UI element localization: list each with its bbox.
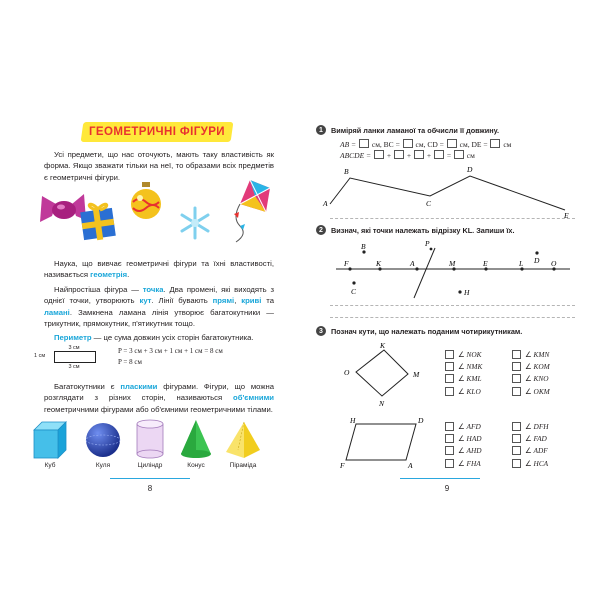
term-straight: прямі [212,296,235,306]
cylinder-icon [134,418,166,460]
page-number-line [400,478,480,479]
angle-option[interactable]: ∠ AFD [445,420,482,432]
sphere-icon [84,421,122,459]
point-label-e: E [564,211,569,220]
checkbox[interactable] [512,350,521,359]
task-2-text: Визнач, які точки належать відрізку KL. Запиши їх. [331,226,515,235]
point-label-h3: H [350,416,356,425]
term-perimeter: Периметр [54,333,92,342]
ornament-ball-icon [126,180,166,222]
answer-box[interactable] [374,150,384,159]
checkbox[interactable] [445,374,454,383]
angle-option[interactable]: ∠ KML [445,373,482,385]
point-label-o3: O [344,368,350,377]
angle-option[interactable]: ∠ KOM [512,360,550,372]
angle-option[interactable]: ∠ FHA [445,457,482,469]
point-label-n3: N [379,399,385,408]
point-label-e-line: E [483,259,488,268]
task-1-text: Виміряй ланки ламаної та обчисли її довжину. [331,126,500,135]
point-label-a: A [323,199,328,208]
point-label-m: M [449,259,456,268]
term-volume: об'ємними [233,393,274,403]
checkbox[interactable] [445,387,454,396]
kite-icon [226,178,278,244]
answer-box[interactable] [414,150,424,159]
checkbox[interactable] [512,387,521,396]
intro-paragraph: Усі предмети, що нас оточують, мають таку властивість як форма. Якщо зважати тільки на неї, то образами всіх предметів є геометричні фігури. [44,150,274,182]
point-label-m3: M [413,370,420,379]
point-label-d3: D [418,416,424,425]
polygons-paragraph: Багатокутники є пласкими фігурами. Фігури, що можна розглядати з різних сторін, називаються об'ємними геометричними фігурами або об'ємними геометричними тілами. [44,382,275,414]
checkbox[interactable] [445,459,454,468]
page-title-text: ГЕОМЕТРИЧНІ ФІГУРИ [89,126,225,138]
checkbox[interactable] [445,422,454,431]
page-title [81,122,234,142]
point-label-c: C [426,199,432,208]
page-number-line [110,478,190,479]
point-label-f3: F [340,461,345,470]
answer-box[interactable] [434,150,444,159]
checkbox[interactable] [512,459,521,468]
rect-label-top: 3 см [68,345,80,351]
point-label-d2: D [534,256,540,265]
point-label-d: D [467,165,473,174]
snowflake-icon [178,206,212,240]
angle-option[interactable]: ∠ NOK [445,348,482,360]
angle-option[interactable]: ∠ KLO [445,385,482,397]
answer-box[interactable] [403,139,413,148]
answer-box[interactable] [359,139,369,148]
point-label-b: B [344,167,349,176]
answer-line[interactable] [330,305,575,306]
task-1-segments-line: AB = см, BC = см, CD = см, DE = см [340,140,512,149]
angle-option[interactable]: ∠ AHD [445,445,482,457]
checkbox[interactable] [445,362,454,371]
angles-column-3 [445,420,482,469]
angle-option[interactable]: ∠ KNO [512,373,550,385]
rhombus-diagram [330,340,430,410]
checkbox[interactable] [512,422,521,431]
checkbox[interactable] [445,350,454,359]
term-flat: пласкими [120,382,158,391]
answer-box[interactable] [490,139,500,148]
label-cube: Куб [44,462,56,469]
answer-box[interactable] [454,150,464,159]
point-label-a3: A [408,461,413,470]
perimeter-result: P = 8 см [118,358,142,366]
page-number-right: 9 [444,484,450,493]
answer-line[interactable] [330,317,575,318]
perimeter-paragraph: Периметр — це сума довжин усіх сторін багатокутника. [54,333,254,342]
task-2-number: 2 [316,225,326,235]
task-1-number: 1 [316,125,326,135]
term-angle: кут [139,296,152,306]
angles-column-2 [512,348,550,397]
task-1-sum-line: ABCDE = + + + = см [340,151,475,160]
point-label-a-line: A [410,259,415,268]
cone-icon [178,418,214,460]
angle-option[interactable]: ∠ FAD [512,432,549,444]
point-label-k3: K [380,341,386,350]
point-label-k: K [376,259,382,268]
angles-column-1 [445,348,482,397]
answer-box[interactable] [447,139,457,148]
checkbox[interactable] [445,446,454,455]
pyramid-icon [222,420,264,460]
task-3-number: 3 [316,326,326,336]
broken-line-diagram [320,160,580,220]
point-label-p: P [425,239,430,248]
answer-box[interactable] [394,150,404,159]
angle-option[interactable]: ∠ HCA [512,457,549,469]
point-label-o: O [551,259,557,268]
angle-option[interactable]: ∠ HAD [445,432,482,444]
gift-box-icon [78,198,120,242]
label-cone: Конус [187,462,205,469]
perimeter-formula: P = 3 см + 3 см + 1 см + 1 см = 8 см [118,347,223,355]
angle-option[interactable]: ∠ DFH [512,420,549,432]
term-broken: ламані [44,307,70,317]
point-label-h: H [464,288,470,297]
term-point: точка [142,285,164,294]
point-label-b2: B [361,242,366,251]
label-sphere: Куля [95,462,111,469]
angle-option[interactable]: ∠ OKM [512,385,550,397]
angle-option[interactable]: ∠ KMN [512,348,550,360]
angles-column-4 [512,420,549,469]
cube-icon [30,420,70,460]
segment-diagram [330,236,580,304]
point-label-c2: C [351,287,357,296]
angle-option[interactable]: ∠ ADF [512,445,549,457]
checkbox[interactable] [512,434,521,443]
checkbox[interactable] [512,362,521,371]
divider [330,218,575,219]
point-label-l: L [519,259,524,268]
task-3-text: Познач кути, що належать поданим чотирикутникам. [331,327,523,336]
parallelogram-diagram [338,412,428,472]
checkbox[interactable] [445,434,454,443]
perimeter-rectangle [54,351,96,363]
label-pyramid: Піраміда [229,462,257,469]
page-number-left: 8 [147,484,153,493]
angle-option[interactable]: ∠ NMK [445,360,482,372]
simplest-figure-paragraph: Найпростіша фігура — точка. Два промені, які виходять з однієї точки, утворюють кут. Лінії бувають прямі, криві та ламані. Замкнена ламана лінія утворює багатокутники — трикутник, прямокутник, п'ятикутник тощо. [44,285,274,328]
geometry-paragraph: Наука, що вивчає геометричні фігури та їхні властивості, називається геометрія. [44,259,274,280]
label-cylinder: Циліндр [137,462,163,469]
checkbox[interactable] [512,446,521,455]
rect-label-side: 1 см [34,353,46,359]
point-label-f: F [344,259,349,268]
rect-label-bottom: 3 см [68,364,80,370]
term-geometry: геометрія [90,270,128,280]
checkbox[interactable] [512,374,521,383]
term-curved: криві [241,296,262,306]
